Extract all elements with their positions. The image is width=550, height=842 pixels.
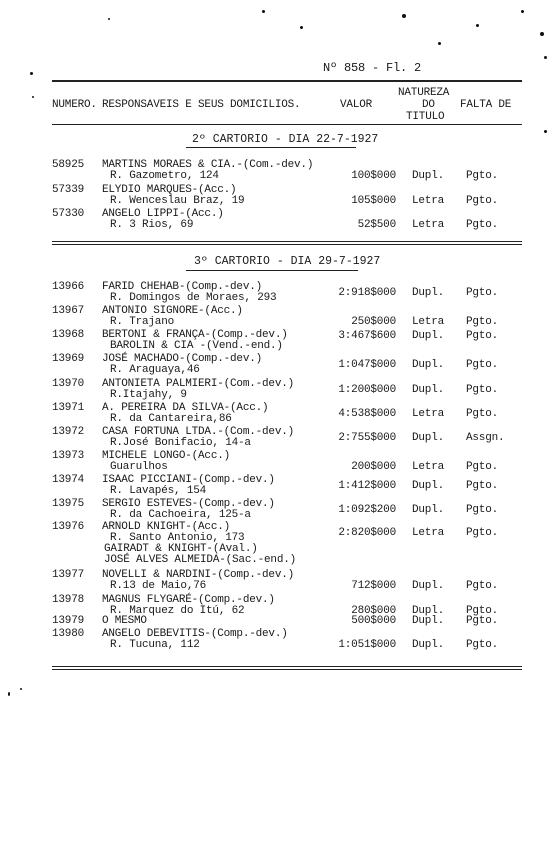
row-responsavel: NOVELLI & NARDINI-(Comp.-dev.) xyxy=(102,569,295,581)
speck xyxy=(20,688,22,690)
row-responsavel: ANTONIETA PALMIERI-(Com.-dev.) xyxy=(102,378,295,390)
row-numero: 13967 xyxy=(52,305,85,317)
row-falta: Pgto. xyxy=(466,639,499,651)
row-responsavel: ELYDIO MARQUES-(Acc.) xyxy=(102,184,237,196)
row-numero: 13970 xyxy=(52,378,85,390)
row-natureza: Dupl. xyxy=(412,170,445,182)
row-endereco: R. 3 Rios, 69 xyxy=(110,219,194,231)
row-natureza: Dupl. xyxy=(412,287,445,299)
row-endereco: R. Lavapés, 154 xyxy=(110,485,207,497)
row-endereco: R. Wenceslau Braz, 19 xyxy=(110,195,245,207)
row-responsavel: FARID CHEHAB-(Comp.-dev.) xyxy=(102,281,263,293)
speck xyxy=(32,96,34,98)
row-numero: 13971 xyxy=(52,402,85,414)
row-numero: 13974 xyxy=(52,474,85,486)
header-valor: VALOR xyxy=(340,99,373,111)
row-responsavel: O MESMO xyxy=(102,615,147,627)
row-responsavel: BERTONI & FRANÇA-(Comp.-dev.) xyxy=(102,329,288,341)
row-numero: 13972 xyxy=(52,426,85,438)
row-numero: 57330 xyxy=(52,208,85,220)
page-label: Nº 858 - Fl. 2 xyxy=(323,61,422,75)
header-natureza-titulo: TITULO xyxy=(406,111,445,123)
row-natureza: Letra xyxy=(412,219,445,231)
row-valor: 500$000 xyxy=(351,615,396,627)
section-divider xyxy=(52,241,522,242)
speck xyxy=(30,72,33,75)
row-falta: Assgn. xyxy=(466,432,505,444)
row-responsavel: ARNOLD KNIGHT-(Acc.) xyxy=(102,521,231,533)
speck xyxy=(402,14,406,18)
row-natureza: Letra xyxy=(412,461,445,473)
section-rule xyxy=(186,147,356,148)
row-endereco: R. Santo Antonio, 173 xyxy=(110,532,245,544)
row-endereco: R. Tucuna, 112 xyxy=(110,639,200,651)
row-falta: Pgto. xyxy=(466,287,499,299)
row-responsavel: JOSÉ MACHADO-(Comp.-dev.) xyxy=(102,353,263,365)
row-responsavel: CASA FORTUNA LTDA.-(Com.-dev.) xyxy=(102,426,295,438)
row-falta: Pgto. xyxy=(466,480,499,492)
page-end-rule xyxy=(52,666,522,667)
speck xyxy=(8,692,10,696)
row-natureza: Dupl. xyxy=(412,615,445,627)
row-valor: 52$500 xyxy=(357,219,396,231)
row-numero: 13977 xyxy=(52,569,85,581)
row-valor: 1:200$000 xyxy=(338,384,396,396)
row-numero: 58925 xyxy=(52,159,85,171)
header-rule-top xyxy=(52,80,522,82)
row-natureza: Dupl. xyxy=(412,480,445,492)
row-numero: 13979 xyxy=(52,615,85,627)
row-falta: Pgto. xyxy=(466,219,499,231)
row-natureza: Dupl. xyxy=(412,432,445,444)
row-valor: 1:412$000 xyxy=(338,480,396,492)
row-falta: Pgto. xyxy=(466,359,499,371)
row-falta: Pgto. xyxy=(466,527,499,539)
row-endereco: R. Araguaya,46 xyxy=(110,364,200,376)
row-natureza: Dupl. xyxy=(412,580,445,592)
row-natureza: Dupl. xyxy=(412,504,445,516)
header-responsaveis: RESPONSAVEIS E SEUS DOMICILIOS. xyxy=(102,99,301,111)
row-numero: 13969 xyxy=(52,353,85,365)
row-natureza: Letra xyxy=(412,527,445,539)
row-numero: 13966 xyxy=(52,281,85,293)
row-numero: 13978 xyxy=(52,594,85,606)
row-responsavel: ANGELO LIPPI-(Acc.) xyxy=(102,208,224,220)
row-valor: 2:755$000 xyxy=(338,432,396,444)
row-falta: Pgto. xyxy=(466,195,499,207)
row-valor: 2:820$000 xyxy=(338,527,396,539)
row-falta: Pgto. xyxy=(466,170,499,182)
row-valor: 2:918$000 xyxy=(338,287,396,299)
row-falta: Pgto. xyxy=(466,504,499,516)
row-natureza: Dupl. xyxy=(412,639,445,651)
row-endereco: R. da Cantareira,86 xyxy=(110,413,232,425)
row-responsavel: ANGELO DEBEVITIS-(Comp.-dev.) xyxy=(102,628,288,640)
row-natureza: Dupl. xyxy=(412,330,445,342)
row-valor: 250$000 xyxy=(351,316,396,328)
speck xyxy=(544,56,547,59)
row-falta: Pgto. xyxy=(466,615,499,627)
row-endereco: R. Trajano xyxy=(110,316,175,328)
row-endereco: R. Gazometro, 124 xyxy=(110,170,219,182)
section-divider xyxy=(52,244,522,245)
speck xyxy=(521,10,524,13)
row-natureza: Letra xyxy=(412,195,445,207)
row-valor: 1:047$000 xyxy=(338,359,396,371)
row-natureza: Dupl. xyxy=(412,605,445,617)
row-responsavel: ISAAC PICCIANI-(Comp.-dev.) xyxy=(102,474,275,486)
row-natureza: Dupl. xyxy=(412,359,445,371)
header-natureza-do: DO xyxy=(422,99,435,111)
speck xyxy=(540,32,544,36)
page-end-rule xyxy=(52,669,522,670)
row-falta: Pgto. xyxy=(466,316,499,328)
row-valor: 4:538$000 xyxy=(338,408,396,420)
row-valor: 3:467$600 xyxy=(338,330,396,342)
row-numero: 13968 xyxy=(52,329,85,341)
row-responsavel: MICHELE LONGO-(Acc.) xyxy=(102,450,231,462)
row-numero: 57339 xyxy=(52,184,85,196)
speck xyxy=(438,42,441,45)
speck xyxy=(544,130,547,133)
row-valor: 712$000 xyxy=(351,580,396,592)
header-numero: NUMERO. xyxy=(52,99,97,111)
row-responsavel: A. PEREIRA DA SILVA-(Acc.) xyxy=(102,402,269,414)
row-falta: Pgto. xyxy=(466,580,499,592)
row-responsavel: MARTINS MORAES & CIA.-(Com.-dev.) xyxy=(102,159,314,171)
row-valor: 1:092$200 xyxy=(338,504,396,516)
speck xyxy=(262,10,265,13)
header-rule-bottom xyxy=(52,124,522,125)
header-natureza: NATUREZA xyxy=(398,87,450,99)
header-falta: FALTA DE xyxy=(460,99,512,111)
row-valor: 105$000 xyxy=(351,195,396,207)
row-responsavel: MAGNUS FLYGARÉ-(Comp.-dev.) xyxy=(102,594,275,606)
row-valor: 1:051$000 xyxy=(338,639,396,651)
row-responsavel: SERGIO ESTEVES-(Comp.-dev.) xyxy=(102,498,275,510)
speck xyxy=(300,26,303,29)
row-valor: 280$000 xyxy=(351,605,396,617)
row-valor: 200$000 xyxy=(351,461,396,473)
row-sacador: JOSÉ ALVES ALMEIDA-(Sac.-end.) xyxy=(104,554,297,566)
row-falta: Pgto. xyxy=(466,330,499,342)
section-title: 3º CARTORIO - DIA 29-7-1927 xyxy=(194,255,381,268)
row-valor: 100$000 xyxy=(351,170,396,182)
row-numero: 13976 xyxy=(52,521,85,533)
row-natureza: Letra xyxy=(412,316,445,328)
row-avalista: GAIRADT & KNIGHT-(Aval.) xyxy=(104,543,258,555)
row-responsavel: ANTONIO SIGNORE-(Acc.) xyxy=(102,305,243,317)
section-rule xyxy=(186,270,358,271)
row-endereco: R.Itajahy, 9 xyxy=(110,389,187,401)
speck xyxy=(108,18,110,20)
row-endereco: R. Marquez do Itú, 62 xyxy=(110,605,245,617)
row-numero: 13975 xyxy=(52,498,85,510)
row-endereco: R. Domingos de Moraes, 293 xyxy=(110,292,277,304)
section-title: 2º CARTORIO - DIA 22-7-1927 xyxy=(192,133,379,146)
row-natureza: Dupl. xyxy=(412,384,445,396)
row-falta: Pgto. xyxy=(466,384,499,396)
row-endereco: R.13 de Maio,76 xyxy=(110,580,207,592)
row-endereco: R.José Bonifacio, 14-a xyxy=(110,437,251,449)
row-falta: Pgto. xyxy=(466,461,499,473)
row-natureza: Letra xyxy=(412,408,445,420)
row-endereco: Guarulhos xyxy=(110,461,168,473)
row-endereco: BAROLIN & CIA -(Vend.-end.) xyxy=(110,340,283,352)
row-endereco: R. da Cachoeira, 125-a xyxy=(110,509,251,521)
row-falta: Pgto. xyxy=(466,605,499,617)
row-numero: 13973 xyxy=(52,450,85,462)
speck xyxy=(476,24,479,27)
row-falta: Pgto. xyxy=(466,408,499,420)
row-numero: 13980 xyxy=(52,628,85,640)
